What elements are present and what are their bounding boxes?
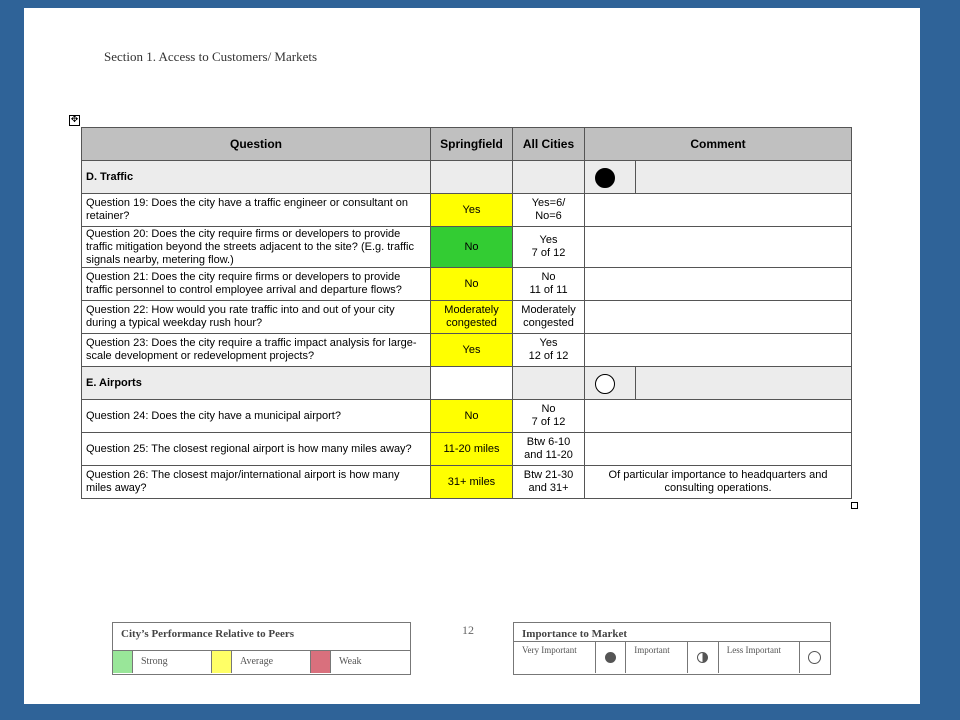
important-icon-cell [688,642,719,673]
question-cell: Question 24: Does the city have a municipal airport? [82,400,431,433]
strong-label: Strong [133,651,212,673]
section-row-airports [82,367,852,400]
all-cities-cell: Yes 7 of 12 [513,227,585,268]
empty-cell [513,161,585,194]
question-cell: Question 22: How would you rate traffic into and out of your city during a typical weekday rush hour? [82,301,431,334]
table-row [82,400,852,433]
comment-cell [585,334,852,367]
springfield-cell: No [431,227,513,268]
weak-label: Weak [339,656,362,667]
springfield-cell: No [431,268,513,301]
filled-circle-icon [605,652,616,663]
question-cell: Question 19: Does the city have a traffic engineer or consultant on retainer? [82,194,431,227]
empty-circle-icon [808,651,821,664]
strong-swatch [113,651,133,673]
less-important-icon-cell [800,642,830,673]
important-label: Important [626,642,688,673]
all-cities-cell: No 11 of 11 [513,268,585,301]
all-cities-cell: Moderately congested [513,301,585,334]
table-header-row [82,128,852,161]
section-row-traffic [82,161,852,194]
table-row [82,433,852,466]
empty-cell [431,161,513,194]
importance-legend [513,622,831,675]
section-title-airports: E. Airports [82,367,431,400]
question-cell: Question 20: Does the city require firms or developers to provide traffic mitigation beyond the streets adjacent to the site? (E.g. traffic signals nearby, metering flow.) [82,227,431,268]
empty-cell [513,367,585,400]
springfield-cell: 31+ miles [431,466,513,499]
comment-cell [585,400,852,433]
table-resize-handle[interactable] [851,502,858,509]
springfield-cell: Yes [431,334,513,367]
filled-circle-icon [595,168,615,188]
weak-swatch [311,651,331,673]
traffic-airports-table [81,127,852,499]
table-row [82,268,852,301]
question-cell: Question 25: The closest regional airport is how many miles away? [82,433,431,466]
comment-cell [585,301,852,334]
comment-cell [585,268,852,301]
question-cell: Question 23: Does the city require a traffic impact analysis for large-scale development or redevelopment projects? [82,334,431,367]
comment-cell [585,227,852,268]
average-swatch [212,651,232,673]
table-row [82,334,852,367]
empty-cell [636,161,852,194]
importance-cell [585,161,636,194]
springfield-cell: No [431,400,513,433]
comment-cell [585,194,852,227]
performance-legend [112,622,411,675]
springfield-cell: 11-20 miles [431,433,513,466]
page-number: 12 [462,623,474,637]
comment-cell: Of particular importance to headquarters and consulting operations. [585,466,852,499]
half-circle-icon [697,652,708,663]
springfield-cell: Moderately congested [431,301,513,334]
performance-legend-title: City’s Performance Relative to Peers [113,623,410,651]
importance-cell [585,367,636,400]
empty-cell [431,367,513,400]
table-row [82,466,852,499]
table-move-handle-icon[interactable]: ✥ [70,115,79,125]
very-important-icon-cell [596,642,627,673]
header-springfield: Springfield [431,128,513,161]
table-row [82,194,852,227]
very-important-label: Very Important [514,642,596,673]
comment-cell [585,433,852,466]
all-cities-cell: Btw 6-10 and 11-20 [513,433,585,466]
less-important-label: Less Important [719,642,801,673]
header-comment: Comment [585,128,852,161]
importance-legend-title: Importance to Market [514,623,830,642]
empty-circle-icon [595,374,615,394]
table-row [82,227,852,268]
all-cities-cell: No 7 of 12 [513,400,585,433]
document-page [24,8,920,704]
section-title-traffic: D. Traffic [82,161,431,194]
table-row [82,301,852,334]
question-cell: Question 21: Does the city require firms or developers to provide traffic personnel to control employee arrival and departure flows? [82,268,431,301]
header-question: Question [82,128,431,161]
all-cities-cell: Yes 12 of 12 [513,334,585,367]
springfield-cell: Yes [431,194,513,227]
all-cities-cell: Yes=6/ No=6 [513,194,585,227]
question-cell: Question 26: The closest major/international airport is how many miles away? [82,466,431,499]
empty-cell [636,367,852,400]
all-cities-cell: Btw 21-30 and 31+ [513,466,585,499]
header-all-cities: All Cities [513,128,585,161]
average-label: Average [232,651,311,673]
section-title: Section 1. Access to Customers/ Markets [104,49,318,64]
